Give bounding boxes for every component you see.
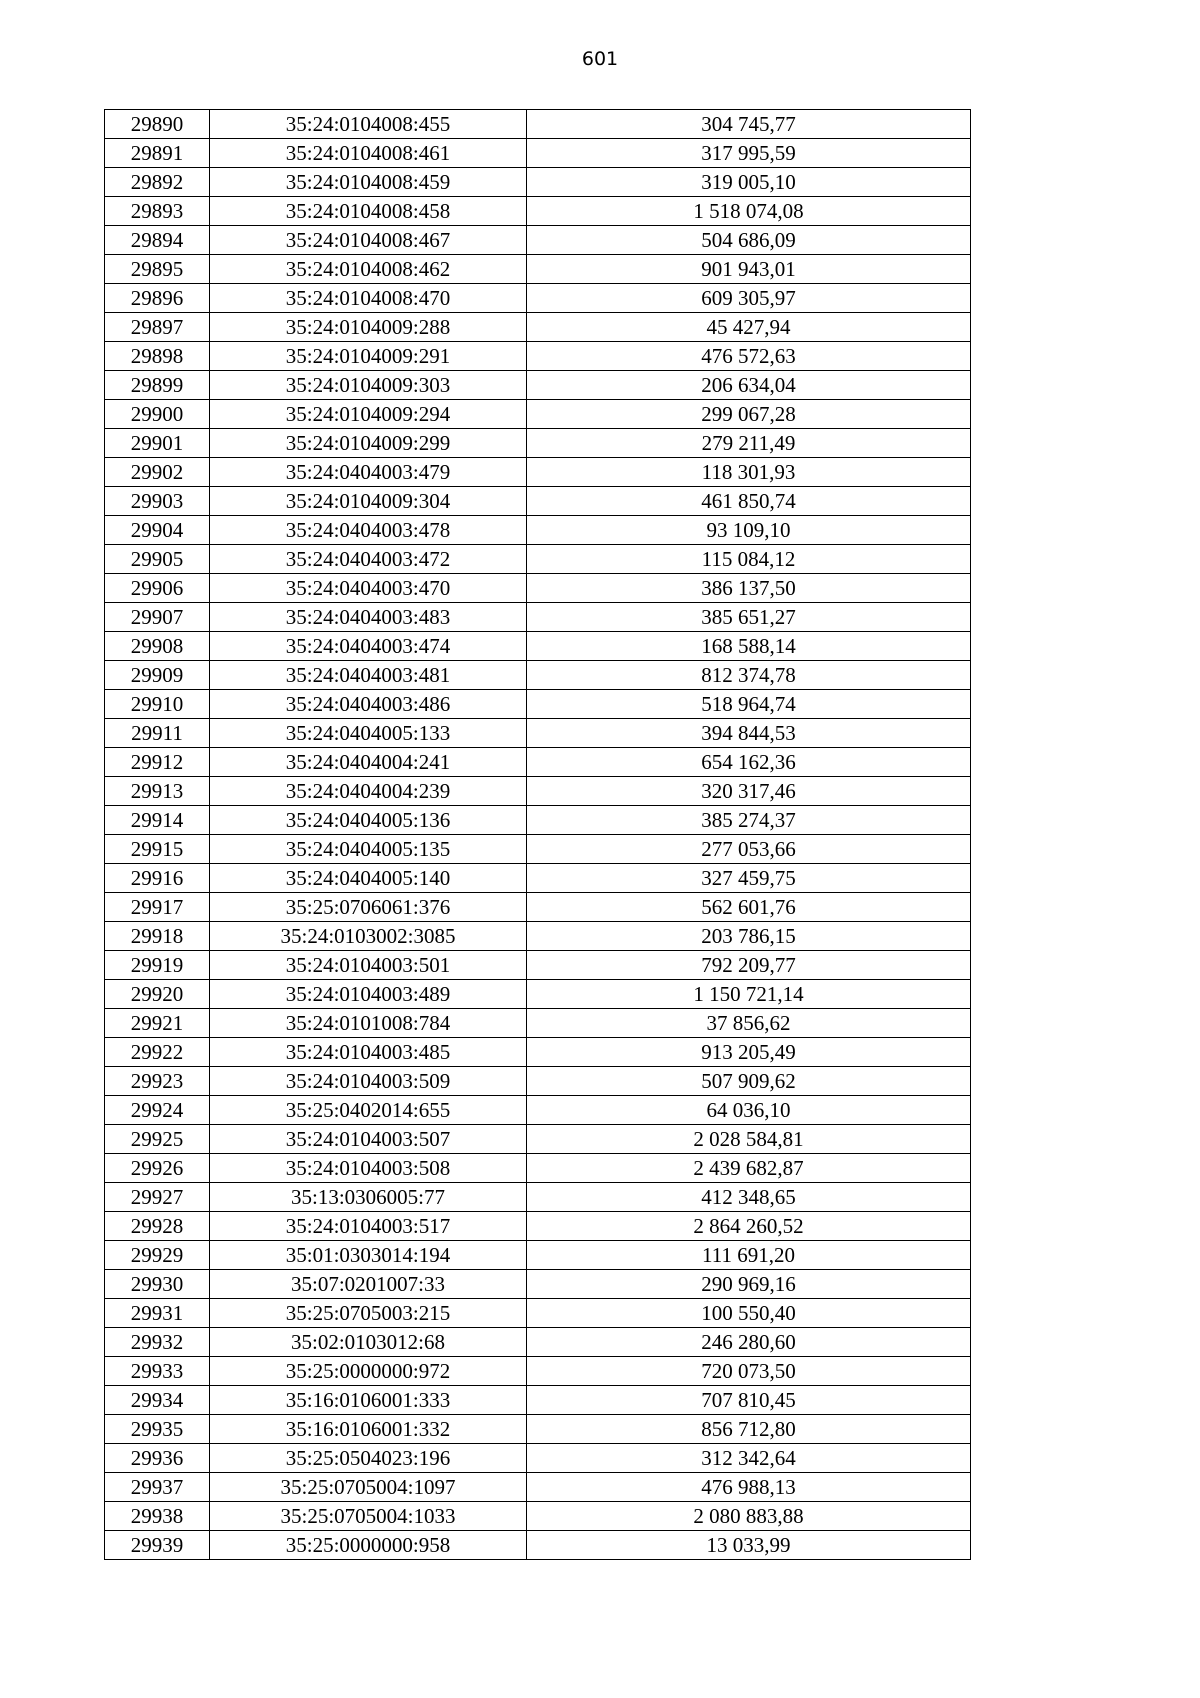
- table-row: [105, 516, 971, 545]
- cadastral-value: 317 995,59: [527, 139, 971, 168]
- cadastral-value: 386 137,50: [527, 574, 971, 603]
- cadastral-value: 856 712,80: [527, 1415, 971, 1444]
- row-number: 29937: [105, 1473, 210, 1502]
- table-row: [105, 1415, 971, 1444]
- cadastral-value: 394 844,53: [527, 719, 971, 748]
- table-row: [105, 1357, 971, 1386]
- cadastral-value: 93 109,10: [527, 516, 971, 545]
- table-row: [105, 1009, 971, 1038]
- cadastral-number: 35:02:0103012:68: [210, 1328, 527, 1357]
- cadastral-number: 35:24:0104003:501: [210, 951, 527, 980]
- cadastral-value: 385 651,27: [527, 603, 971, 632]
- table-row: [105, 719, 971, 748]
- cadastral-value: 206 634,04: [527, 371, 971, 400]
- table-row: [105, 342, 971, 371]
- table-row: [105, 226, 971, 255]
- cadastral-value: 115 084,12: [527, 545, 971, 574]
- cadastral-number: 35:24:0104009:288: [210, 313, 527, 342]
- table-row: [105, 1444, 971, 1473]
- row-number: 29913: [105, 777, 210, 806]
- row-number: 29899: [105, 371, 210, 400]
- cadastral-number: 35:25:0706061:376: [210, 893, 527, 922]
- cadastral-value: 320 317,46: [527, 777, 971, 806]
- cadastral-value: 327 459,75: [527, 864, 971, 893]
- table-row: [105, 806, 971, 835]
- cadastral-number: 35:24:0104008:462: [210, 255, 527, 284]
- table-row: [105, 371, 971, 400]
- cadastral-number: 35:24:0104009:304: [210, 487, 527, 516]
- cadastral-value: 913 205,49: [527, 1038, 971, 1067]
- row-number: 29930: [105, 1270, 210, 1299]
- cadastral-value: 707 810,45: [527, 1386, 971, 1415]
- table-row: [105, 690, 971, 719]
- cadastral-number: 35:25:0504023:196: [210, 1444, 527, 1473]
- table-row: [105, 835, 971, 864]
- row-number: 29896: [105, 284, 210, 313]
- cadastral-number: 35:24:0104003:509: [210, 1067, 527, 1096]
- cadastral-number: 35:24:0404005:140: [210, 864, 527, 893]
- table-row: [105, 777, 971, 806]
- cadastral-number: 35:24:0104003:517: [210, 1212, 527, 1241]
- row-number: 29922: [105, 1038, 210, 1067]
- cadastral-number: 35:24:0404003:470: [210, 574, 527, 603]
- cadastral-value: 2 028 584,81: [527, 1125, 971, 1154]
- cadastral-number: 35:24:0104009:291: [210, 342, 527, 371]
- cadastral-value: 476 572,63: [527, 342, 971, 371]
- row-number: 29900: [105, 400, 210, 429]
- table-row: [105, 255, 971, 284]
- cadastral-number: 35:25:0000000:958: [210, 1531, 527, 1560]
- table-body: [105, 110, 971, 1560]
- row-number: 29938: [105, 1502, 210, 1531]
- cadastral-number: 35:24:0104008:458: [210, 197, 527, 226]
- row-number: 29918: [105, 922, 210, 951]
- row-number: 29919: [105, 951, 210, 980]
- cadastral-value: 720 073,50: [527, 1357, 971, 1386]
- table-row: [105, 1386, 971, 1415]
- table-row: [105, 1270, 971, 1299]
- row-number: 29915: [105, 835, 210, 864]
- cadastral-value: 304 745,77: [527, 110, 971, 139]
- table-row: [105, 1299, 971, 1328]
- row-number: 29906: [105, 574, 210, 603]
- cadastral-number: 35:24:0404004:241: [210, 748, 527, 777]
- cadastral-number: 35:24:0404003:479: [210, 458, 527, 487]
- cadastral-value: 609 305,97: [527, 284, 971, 313]
- cadastral-number: 35:16:0106001:332: [210, 1415, 527, 1444]
- cadastral-value: 312 342,64: [527, 1444, 971, 1473]
- table-row: [105, 1183, 971, 1212]
- table-row: [105, 400, 971, 429]
- cadastral-number: 35:13:0306005:77: [210, 1183, 527, 1212]
- table-row: [105, 458, 971, 487]
- cadastral-value: 461 850,74: [527, 487, 971, 516]
- cadastral-number: 35:24:0404005:135: [210, 835, 527, 864]
- page-number: 601: [581, 48, 619, 70]
- cadastral-value: 168 588,14: [527, 632, 971, 661]
- row-number: 29912: [105, 748, 210, 777]
- table-row: [105, 1531, 971, 1560]
- cadastral-value: 792 209,77: [527, 951, 971, 980]
- row-number: 29910: [105, 690, 210, 719]
- cadastral-value-table: [104, 109, 971, 1560]
- cadastral-number: 35:24:0404003:483: [210, 603, 527, 632]
- table-row: [105, 1502, 971, 1531]
- row-number: 29911: [105, 719, 210, 748]
- cadastral-number: 35:24:0104008:455: [210, 110, 527, 139]
- cadastral-value: 562 601,76: [527, 893, 971, 922]
- table-row: [105, 1241, 971, 1270]
- row-number: 29905: [105, 545, 210, 574]
- cadastral-value: 203 786,15: [527, 922, 971, 951]
- cadastral-number: 35:24:0104003:507: [210, 1125, 527, 1154]
- row-number: 29934: [105, 1386, 210, 1415]
- row-number: 29904: [105, 516, 210, 545]
- table-row: [105, 1212, 971, 1241]
- cadastral-number: 35:24:0104008:461: [210, 139, 527, 168]
- row-number: 29920: [105, 980, 210, 1009]
- cadastral-value: 1 518 074,08: [527, 197, 971, 226]
- row-number: 29890: [105, 110, 210, 139]
- table-row: [105, 545, 971, 574]
- row-number: 29909: [105, 661, 210, 690]
- row-number: 29897: [105, 313, 210, 342]
- cadastral-number: 35:25:0402014:655: [210, 1096, 527, 1125]
- row-number: 29901: [105, 429, 210, 458]
- table-row: [105, 864, 971, 893]
- cadastral-number: 35:24:0404003:486: [210, 690, 527, 719]
- cadastral-number: 35:24:0104009:303: [210, 371, 527, 400]
- table-row: [105, 1473, 971, 1502]
- table-row: [105, 574, 971, 603]
- cadastral-value: 654 162,36: [527, 748, 971, 777]
- cadastral-number: 35:24:0101008:784: [210, 1009, 527, 1038]
- cadastral-value: 2 864 260,52: [527, 1212, 971, 1241]
- row-number: 29907: [105, 603, 210, 632]
- cadastral-number: 35:25:0705004:1033: [210, 1502, 527, 1531]
- cadastral-number: 35:01:0303014:194: [210, 1241, 527, 1270]
- cadastral-value: 246 280,60: [527, 1328, 971, 1357]
- table-row: [105, 1038, 971, 1067]
- cadastral-value: 118 301,93: [527, 458, 971, 487]
- row-number: 29926: [105, 1154, 210, 1183]
- row-number: 29933: [105, 1357, 210, 1386]
- row-number: 29936: [105, 1444, 210, 1473]
- cadastral-number: 35:24:0104008:467: [210, 226, 527, 255]
- cadastral-value: 812 374,78: [527, 661, 971, 690]
- cadastral-number: 35:24:0104003:485: [210, 1038, 527, 1067]
- row-number: 29891: [105, 139, 210, 168]
- cadastral-number: 35:24:0104009:294: [210, 400, 527, 429]
- cadastral-number: 35:24:0404005:136: [210, 806, 527, 835]
- table-row: [105, 487, 971, 516]
- table-row: [105, 1154, 971, 1183]
- row-number: 29929: [105, 1241, 210, 1270]
- row-number: 29903: [105, 487, 210, 516]
- cadastral-value: 13 033,99: [527, 1531, 971, 1560]
- cadastral-value: 504 686,09: [527, 226, 971, 255]
- cadastral-number: 35:24:0404003:478: [210, 516, 527, 545]
- cadastral-value: 2 439 682,87: [527, 1154, 971, 1183]
- cadastral-value: 299 067,28: [527, 400, 971, 429]
- cadastral-number: 35:16:0106001:333: [210, 1386, 527, 1415]
- cadastral-value: 45 427,94: [527, 313, 971, 342]
- row-number: 29902: [105, 458, 210, 487]
- row-number: 29927: [105, 1183, 210, 1212]
- cadastral-number: 35:24:0104008:470: [210, 284, 527, 313]
- cadastral-number: 35:24:0404003:481: [210, 661, 527, 690]
- table-row: [105, 284, 971, 313]
- table-row: [105, 980, 971, 1009]
- table-row: [105, 197, 971, 226]
- cadastral-value: 507 909,62: [527, 1067, 971, 1096]
- table-row: [105, 139, 971, 168]
- table-row: [105, 661, 971, 690]
- cadastral-number: 35:25:0000000:972: [210, 1357, 527, 1386]
- table-row: [105, 1067, 971, 1096]
- cadastral-value: 385 274,37: [527, 806, 971, 835]
- table-row: [105, 893, 971, 922]
- table-row: [105, 1125, 971, 1154]
- row-number: 29917: [105, 893, 210, 922]
- cadastral-value: 37 856,62: [527, 1009, 971, 1038]
- cadastral-number: 35:24:0404003:472: [210, 545, 527, 574]
- row-number: 29893: [105, 197, 210, 226]
- row-number: 29931: [105, 1299, 210, 1328]
- cadastral-number: 35:24:0103002:3085: [210, 922, 527, 951]
- cadastral-number: 35:24:0104008:459: [210, 168, 527, 197]
- cadastral-number: 35:25:0705004:1097: [210, 1473, 527, 1502]
- row-number: 29916: [105, 864, 210, 893]
- cadastral-value: 277 053,66: [527, 835, 971, 864]
- cadastral-value: 901 943,01: [527, 255, 971, 284]
- table-row: [105, 168, 971, 197]
- cadastral-value: 279 211,49: [527, 429, 971, 458]
- row-number: 29921: [105, 1009, 210, 1038]
- table-row: [105, 632, 971, 661]
- cadastral-number: 35:24:0104003:489: [210, 980, 527, 1009]
- row-number: 29898: [105, 342, 210, 371]
- cadastral-number: 35:25:0705003:215: [210, 1299, 527, 1328]
- cadastral-value: 518 964,74: [527, 690, 971, 719]
- row-number: 29914: [105, 806, 210, 835]
- row-number: 29932: [105, 1328, 210, 1357]
- cadastral-value: 64 036,10: [527, 1096, 971, 1125]
- table-row: [105, 748, 971, 777]
- cadastral-number: 35:24:0104009:299: [210, 429, 527, 458]
- cadastral-value: 2 080 883,88: [527, 1502, 971, 1531]
- row-number: 29924: [105, 1096, 210, 1125]
- cadastral-value: 111 691,20: [527, 1241, 971, 1270]
- row-number: 29892: [105, 168, 210, 197]
- row-number: 29928: [105, 1212, 210, 1241]
- table-row: [105, 1096, 971, 1125]
- row-number: 29939: [105, 1531, 210, 1560]
- cadastral-value: 476 988,13: [527, 1473, 971, 1502]
- cadastral-value: 100 550,40: [527, 1299, 971, 1328]
- cadastral-number: 35:24:0104003:508: [210, 1154, 527, 1183]
- cadastral-value: 290 969,16: [527, 1270, 971, 1299]
- table-row: [105, 1328, 971, 1357]
- cadastral-value: 412 348,65: [527, 1183, 971, 1212]
- cadastral-value: 1 150 721,14: [527, 980, 971, 1009]
- cadastral-number: 35:07:0201007:33: [210, 1270, 527, 1299]
- row-number: 29935: [105, 1415, 210, 1444]
- cadastral-value: 319 005,10: [527, 168, 971, 197]
- row-number: 29895: [105, 255, 210, 284]
- table-row: [105, 429, 971, 458]
- table-row: [105, 313, 971, 342]
- row-number: 29894: [105, 226, 210, 255]
- table-row: [105, 110, 971, 139]
- row-number: 29923: [105, 1067, 210, 1096]
- row-number: 29925: [105, 1125, 210, 1154]
- table-row: [105, 603, 971, 632]
- cadastral-number: 35:24:0404005:133: [210, 719, 527, 748]
- cadastral-number: 35:24:0404004:239: [210, 777, 527, 806]
- row-number: 29908: [105, 632, 210, 661]
- cadastral-number: 35:24:0404003:474: [210, 632, 527, 661]
- table-row: [105, 922, 971, 951]
- table-row: [105, 951, 971, 980]
